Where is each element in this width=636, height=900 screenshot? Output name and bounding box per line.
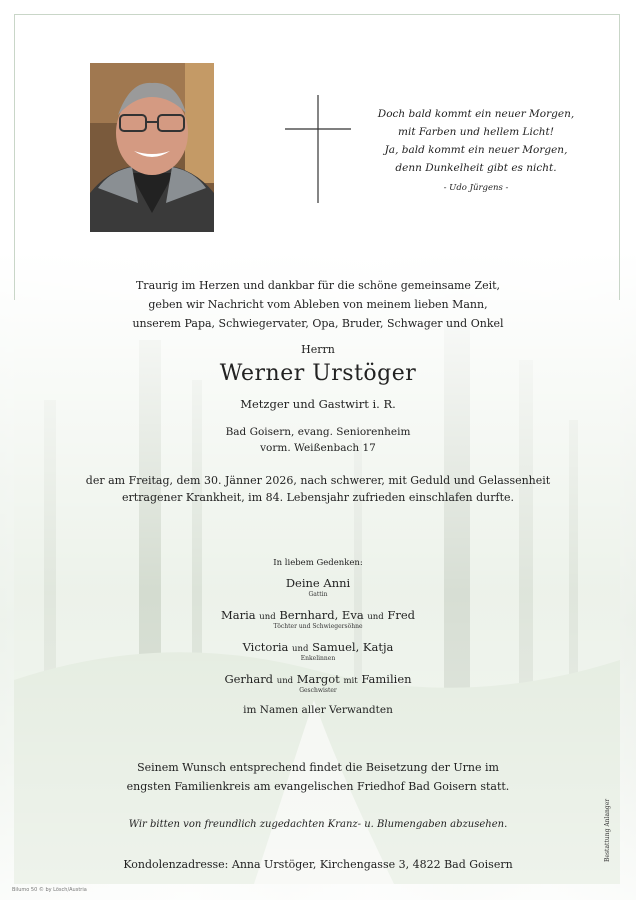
relative-group [0, 640, 636, 662]
intro-line: geben wir Nachricht vom Ableben von meinem lieben Mann, [148, 298, 488, 311]
address [0, 424, 636, 456]
relative-names: Deine Anni [285, 576, 351, 590]
relative-group [0, 672, 636, 694]
death-line: ertragener Krankheit, im 84. Lebensjahr zufrieden einschlafen durfte. [121, 491, 515, 504]
poem-quote [376, 105, 576, 197]
intro-line: Traurig im Herzen und dankbar für die schöne gemeinsame Zeit, [135, 279, 501, 292]
quote-author: - Udo Jürgens - [443, 183, 509, 193]
condolence-address: Kondolenzadresse: Anna Urstöger, Kirchengasse 3, 4822 Bad Goisern [123, 858, 513, 871]
relative-group [0, 608, 636, 630]
death-notice [0, 472, 636, 506]
undertaker-label: Bestattung Anlanger [604, 798, 611, 862]
relative-names: Victoria und Samuel, Katja [242, 640, 394, 654]
quote-line: Doch bald kommt ein neuer Morgen, [377, 108, 575, 120]
print-credit: Bilumo 50 © by Lösch/Austria [12, 887, 87, 893]
deceased-name: Werner Urstöger [219, 361, 417, 386]
portrait-photo [90, 63, 214, 232]
cross-icon [285, 95, 351, 203]
burial-line: Seinem Wunsch entsprechend findet die Beisetzung der Urne im [137, 761, 499, 774]
relative-role: Enkelinnen [300, 655, 336, 662]
flower-request: Wir bitten von freundlich zugedachten Kranz- u. Blumengaben abzusehen. [128, 819, 508, 830]
relative-role: Gattin [308, 591, 328, 598]
address-line: vorm. Weißenbach 17 [260, 442, 376, 454]
address-line: Bad Goisern, evang. Seniorenheim [225, 426, 411, 438]
burial-notice [0, 758, 636, 796]
relative-names: Gerhard und Margot mit Familien [224, 672, 412, 686]
relatives-footer: im Namen aller Verwandten [243, 704, 393, 716]
burial-line: engsten Familienkreis am evangelischen Friedhof Bad Goisern statt. [126, 780, 510, 793]
quote-line: denn Dunkelheit gibt es nicht. [395, 162, 557, 174]
relative-group [0, 576, 636, 598]
relative-names: Maria und Bernhard, Eva und Fred [220, 608, 416, 622]
relative-role: Geschwister [299, 687, 337, 694]
death-line: der am Freitag, dem 30. Jänner 2026, nach schwerer, mit Geduld und Gelassenheit [85, 474, 551, 487]
quote-line: mit Farben und hellem Licht! [398, 126, 554, 138]
salutation: Herrn [301, 343, 335, 356]
relative-role: Töchter und Schwiegersöhne [273, 623, 363, 630]
occupation: Metzger und Gastwirt i. R. [240, 397, 396, 411]
intro-line: unserem Papa, Schwiegervater, Opa, Bruder, Schwager und Onkel [132, 317, 504, 330]
quote-line: Ja, bald kommt ein neuer Morgen, [384, 144, 568, 156]
memory-heading: In liebem Gedenken: [273, 558, 363, 568]
portrait-figure [90, 63, 214, 232]
intro-text [0, 276, 636, 333]
